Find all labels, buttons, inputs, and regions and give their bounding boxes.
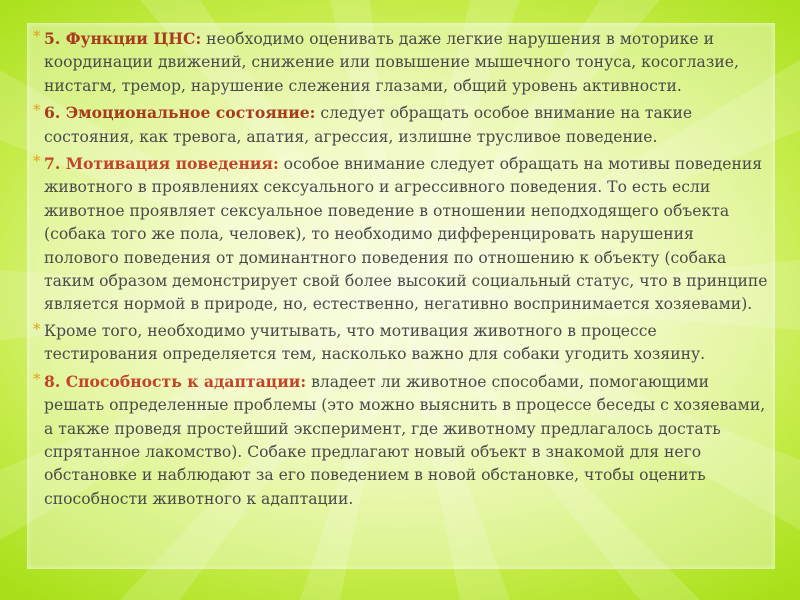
bullet-star-icon: *: [33, 369, 41, 388]
paragraph-heading: 7. Мотивация поведения:: [44, 154, 279, 174]
paragraph-testing-motivation: [33, 320, 769, 367]
paragraph-text: особое внимание следует обращать на мотивы поведения животного в проявлениях сексуального и агрессивного поведения. То есть если животное проявляет сексуальное поведение в отношении неподходящего объекта (собака того же пола, человек), то необходимо дифференцировать нарушения полового поведения от доминантного поведения по отношению к объекту (собака таким образом демонстрирует свой более высокий социальный статус, что в принципе является нормой в природе, но, естественно, негативно воспринимается хозяевами).: [44, 155, 768, 314]
paragraph-emotional-state: [33, 101, 769, 149]
paragraph-cns-functions: [33, 27, 769, 98]
paragraph-adaptation: [33, 370, 769, 511]
bullet-star-icon: *: [33, 27, 41, 45]
paragraph-text: Кроме того, необходимо учитывать, что мотивация животного в процессе тестирования определяется тем, насколько важно для собаки угодить хозяину.: [44, 321, 706, 364]
paragraph-text: следует обращать особое внимание на такие состояния, как тревога, апатия, агрессия, излишне трусливое поведение.: [44, 104, 693, 146]
paragraph-heading: 6. Эмоциональное состояние:: [44, 103, 316, 123]
bullet-star-icon: *: [33, 152, 41, 171]
paragraph-heading: 5. Функции ЦНС:: [44, 29, 202, 48]
paragraph-text: владеет ли животное способами, помогающими решать определенные проблемы (это можно выяснить в процессе беседы с хозяевами, а также проведя простейший эксперимент, где животному предлагалось достать спрятанное лакомство). Собаке предлагают новый объект в знакомой для него обстановке и наблюдают за его поведением в новой обстановке, чтобы оценить способности животного к адаптации.: [44, 372, 766, 508]
slide-content: [33, 27, 769, 514]
paragraph-heading: 8. Способность к адаптации:: [44, 371, 307, 391]
bullet-star-icon: *: [33, 101, 41, 120]
bullet-star-icon: *: [33, 319, 41, 338]
paragraph-text: необходимо оценивать даже легкие нарушения в моторике и координации движений, снижение или повышение мышечного тонуса, косоглазие, нистагм, тремор, нарушение слежения глазами, общий уровень активности.: [44, 30, 739, 95]
paragraph-behavior-motivation: [33, 152, 769, 317]
